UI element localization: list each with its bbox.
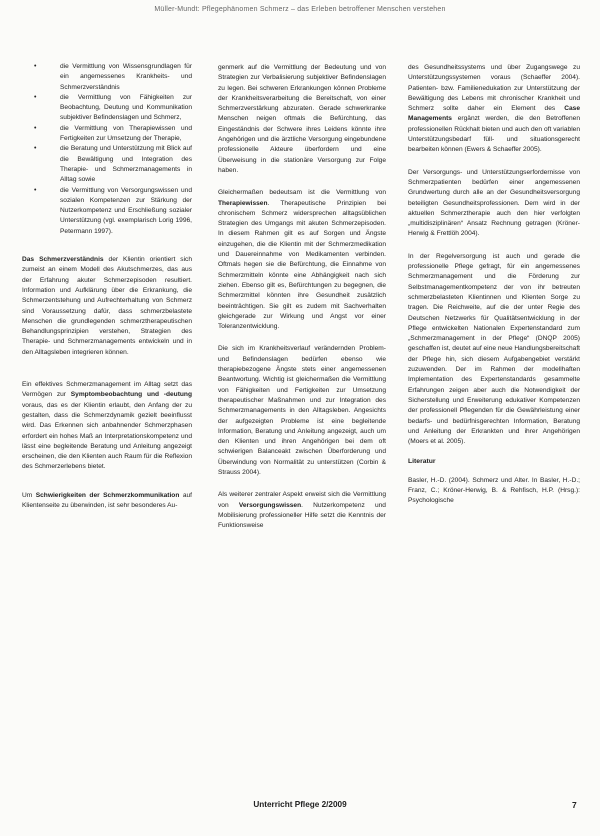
keyword: Symptombeobachtung und -deutung xyxy=(70,391,192,399)
paragraph xyxy=(218,188,386,332)
paragraph-text: Um xyxy=(22,491,36,499)
bullet-item: • die Vermittlung von Fähigkeiten zur Beobachtung, Deutung und Kommunikation subjektiver Befindenslagen und Schmerz, xyxy=(22,93,192,124)
paragraph-text: . Therapeutische Prinzipien bei chronischem Schmerz widersprechen alltagsüblichen Strategien des Umgangs mit akuten Schmerzepisoden. In diesem Rahmen gilt es auf Sorgen und Ängste einzugehen, die die Klientin mit der Schmerzmedikation und Dauereinnahme von Medikamenten verbinden. Oftmals hegen sie die Befürchtung, die Einnahme von Schmerzmitteln könnte eine Abhängigkeit nach sich ziehen. Ebenso gilt es, Befürchtungen zu begegnen, die Schmerzmittel könnten ihre Gesundheit zusätzlich beeinträchtigen. Sie gilt es zudem mit Sachverhalten gleichgerade zur Wirkung und Angst vor einer Toleranzentwicklung. xyxy=(218,199,386,331)
paragraph-text: Als weiterer zentraler Aspekt erweist sich die Vermittlung von xyxy=(218,491,386,509)
paragraph xyxy=(408,63,580,156)
paragraph-text: Gleichermaßen bedeutsam ist die Vermittlung von xyxy=(218,189,386,197)
bullet-item: • die Vermittlung von Therapiewissen und Fertigkeiten zur Umsetzung der Therapie, xyxy=(22,124,192,145)
keyword: Therapiewissen xyxy=(218,199,268,207)
column-3 xyxy=(408,63,580,517)
paragraph-text: Ein effektives Schmerzmanagement im Alltag setzt das Vermögen zur xyxy=(22,381,192,399)
running-header: Müller-Mundt: Pflegephänomen Schmerz – das Erleben betroffener Menschen verstehen xyxy=(154,6,446,13)
journal-footer: Unterricht Pflege 2/2009 xyxy=(253,800,347,809)
paragraph xyxy=(22,255,192,358)
paragraph-text: auf Klientenseite zu überwinden, ist sehr besonderes Au- xyxy=(22,491,192,509)
column-2 xyxy=(218,63,386,541)
bullet-item: • die Vermittlung von Versorgungswissen und sozialen Kompetenzen zur Stärkung der Nutzerkompetenz und Erschließung sozialer Unterstützung (vgl. exemplarisch Lorig 1996, Petermann 1997). xyxy=(22,186,192,237)
bullet-item: • die Beratung und Unterstützung mit Blick auf die Bewältigung und Integration des Therapie- und Schmerzmanagements in Alltag sowie xyxy=(22,144,192,185)
paragraph-text: des Gesundheitssystems und über Zugangswege zu Unterstützungssystemen voraus (Schaeffer 2004). Patienten- bzw. Familienedukation zur Unterstützung der Bewältigung des Lebens mit chronischer Krankheit und Schmerz sollte daher ein Element des xyxy=(408,64,580,113)
keyword: Das Schmerzverständnis xyxy=(22,256,104,264)
bullet-item: • die Vermittlung von Wissensgrundlagen für ein angemessenes Krankheits- und Schmerzverständnis xyxy=(22,62,192,93)
paragraph-text: voraus, das es der Klientin erlaubt, den Anfang der zu gestalten, dass die Schmerzdynamik gezielt beeinflusst wird. Das Erkennen sich anbahnender Schmerzphasen erfordert ein hohes Maß an Interpretationskompetenz und lässt eine begleitende Beratung und Anleitung angezeigt erscheinen, die den Klienten auch Raum für die Reflexion des Schmerzerlebens bietet. xyxy=(22,401,192,471)
paragraph-text: . Nutzerkompetenz und Mobilisierung professioneller Hilfe setzt die Kenntnis der Funktionsweise xyxy=(218,501,386,530)
keyword: Schwierigkeiten der Schmerzkommunikation xyxy=(35,491,180,499)
bullet-list xyxy=(22,62,192,237)
paragraph-text: ergänzt werden, die den Betroffenen professionellen Rückhalt bieten und auch den oft variablen Unterstützungsbedarf füll- und situationsgerecht bearbeiten können (Ewers & Schaeffer 2005). xyxy=(408,115,580,154)
paragraph: Der Versorgungs- und Unterstützungserfordernisse von Schmerzpatienten bedürfen einer angemessenen Grundwertung durch alle an der Gesundheitsversorgung beteiligten Gesundheitsprofessionen. Dem wird in der aktuellen Schmerztherapie auch den hier verfolgten „multidisziplinären“ Ansatz Rechnung getragen (Kröner-Herwig & Frettlöh 2004). xyxy=(408,168,580,238)
keyword: Case Managements xyxy=(408,105,580,123)
paragraph: genmerk auf die Vermittlung der Bedeutung und von Strategien zur Verbalisierung subjektiver Befindenslagen zu legen. Bei schweren Erkrankungen können Probleme der Krankheitsverarbeitung die Bereitschaft, von einer Schmerzverstärkung abzuraten. Gerade schwerkranke Menschen neigen oftmals die Befürchtung, das Eingeständnis der Schwere ihres Leidens könnte ihre Angehörigen und die ärztliche Versorgung eingebundene professionelle Akteure überfordern und eine Überweisung in die stationäre Versorgung zur Folge haben. xyxy=(218,64,386,174)
paragraph-text: der Klientin orientiert sich zumeist an einem Modell des Akutschmerzes, das aus der Erfahrung akuter Schmerzepisoden resultiert. Information und Aufklärung über die Erkrankung, die Schmerzentstehung und Aufrechterhaltung von Schmerz sind Voraussetzung dafür, dass schmerzbelastete Menschen die grundlegenden schmerztherapeutischen Behandlungsprinzipien verstehen, Strategien des Therapie- und Schmerzmanagements entwickeln und in den Alltagsleben integrieren können. xyxy=(22,256,192,356)
paragraph xyxy=(22,491,192,512)
keyword: Versorgungswissen xyxy=(238,501,302,509)
page-number: 7 xyxy=(572,800,577,810)
paragraph: Die sich im Krankheitsverlauf verändernden Problem- und Befindenslagen bedürfen ebenso wie therapiebezogene Ängste stets einer angemessenen Beantwortung. Wichtig ist gleichermaßen die Vermittlung von Fähigkeiten und Fertigkeiten zur Umsetzung therapeutischer Maßnahmen und zur Integration des Schmerzmanagements in den Alltagsleben. Angesichts der aufgezeigten Probleme ist eine begleitende Information, Beratung und Anleitung angezeigt, auch um den Klienten und ihren Angehörigen bei dem oft schwierigen Balanceakt zwischen Überforderung und Überwindung von Normalität zu unterstützen (Corbin & Strauss 2004). xyxy=(218,345,386,476)
paragraph: In der Regelversorgung ist auch und gerade die professionelle Pflege gefragt, für ein angemessenes Schmerzmanagement und die Förderung zur Selbstmanagementkompetenz der von ihr betreuten schmerzbelasteten Klientinnen und Klienten Sorge zu tragen. Die Reichweite, auf die der unter Regie des Deutschen Netzwerks für Qualitätsentwicklung in der Pflege entwickelten Nationalen Expertenstandard zum „Schmerzmanagement in der Pflege“ (DNQP 2005) geschaffen ist, deutet auf eine neue Handlungsbereitschaft der Pflege hin, sich diesem Aufgabengebiet verstärkt zuzuwenden. Der im Rahmen der modellhaften Implementation des Expertenstandards gesammelte Erfahrungen zeigen aber auch die Notwendigkeit der Sicherstellung und Erweiterung edukativer Kompetenzen der professionell Pflegenden für die Gewährleistung einer bedarfs- und bedürfnisgerechten Information, Beratung und Anleitung der Erkrankten und ihrer Angehörigen (Moers et al. 2005). xyxy=(408,252,580,446)
literature-heading: Literatur xyxy=(408,458,436,466)
paragraph xyxy=(218,490,386,531)
paragraph xyxy=(22,380,192,473)
literature-entry: Basler, H.-D. (2004). Schmerz und Alter. In Basler, H.-D.; Franz, C.; Kröner-Herwig, B. & Rehfisch, H.P. (Hrsg.): Psychologische xyxy=(408,476,580,505)
column-1 xyxy=(22,62,192,521)
